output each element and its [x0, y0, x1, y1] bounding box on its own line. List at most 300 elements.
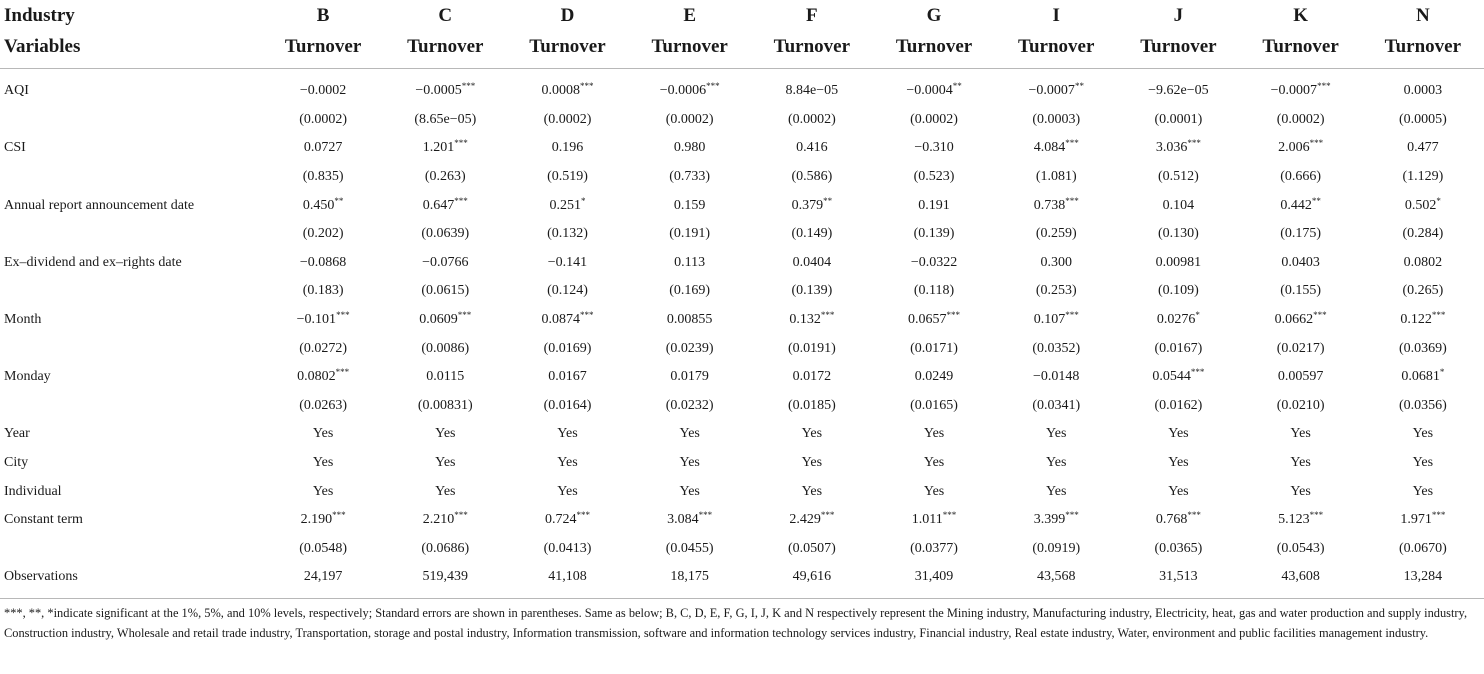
- table-cell: [751, 449, 873, 478]
- cell-value: (1.081): [1035, 169, 1077, 185]
- table-row: [0, 449, 1484, 478]
- table-cell: [995, 535, 1117, 564]
- table-cell: [384, 191, 506, 220]
- cell-value: Yes: [1168, 455, 1189, 471]
- industry-code: G: [926, 5, 942, 26]
- cell-value: 0.0544: [1152, 369, 1191, 385]
- cell-value: −0.0004: [906, 83, 953, 99]
- cell-value: Yes: [923, 426, 945, 442]
- table-cell: [1362, 506, 1484, 535]
- cell-value: (0.253): [1035, 283, 1077, 299]
- cell-value: 13,284: [1403, 569, 1443, 585]
- table-cell: [751, 563, 873, 598]
- table-cell: [1362, 334, 1484, 363]
- table-cell: [262, 106, 384, 135]
- header-row-industry: [0, 0, 1484, 31]
- significance-stars: ***: [1065, 510, 1079, 521]
- table-cell: [629, 277, 751, 306]
- industry-code: E: [683, 5, 697, 26]
- cell-value: 0.477: [1407, 140, 1439, 156]
- table-cell: [629, 563, 751, 598]
- table-cell: [1117, 134, 1239, 163]
- table-cell: [1117, 363, 1239, 392]
- significance-stars: ***: [820, 310, 835, 321]
- table-cell: [262, 249, 384, 278]
- table-cell: [1117, 220, 1239, 249]
- cell-value: Yes: [923, 455, 945, 471]
- cell-value: (0.733): [669, 169, 711, 185]
- cell-value: (0.0210): [1276, 397, 1325, 413]
- table-cell: [506, 249, 628, 278]
- cell-value: (0.0232): [665, 397, 714, 413]
- table-cell: [995, 363, 1117, 392]
- table-cell: [506, 535, 628, 564]
- cell-value: −9.62e−05: [1148, 83, 1209, 99]
- table-cell: [506, 420, 628, 449]
- table-cell: [629, 449, 751, 478]
- significance-stars: ***: [942, 510, 957, 521]
- cell-value: Yes: [679, 455, 700, 471]
- cell-value: 0.00981: [1155, 254, 1202, 270]
- significance-stars: ***: [579, 81, 594, 92]
- cell-value: (0.124): [547, 283, 588, 299]
- significance-stars: ***: [946, 310, 961, 321]
- table-cell: [1240, 220, 1362, 249]
- cell-value: −0.0148: [1033, 369, 1080, 385]
- table-cell: [1362, 249, 1484, 278]
- table-cell: [1240, 535, 1362, 564]
- cell-value: (0.0548): [299, 540, 348, 556]
- table-cell: [506, 477, 628, 506]
- table-cell: [262, 477, 384, 506]
- header-industry-label: Industry: [4, 5, 75, 26]
- table-cell: [1362, 363, 1484, 392]
- cell-value: (0.0455): [665, 540, 714, 556]
- table-cell: [1117, 392, 1239, 421]
- table-cell: [384, 134, 506, 163]
- table-cell: [1240, 277, 1362, 306]
- table-row: [0, 392, 1484, 421]
- cell-value: 0.442: [1280, 197, 1312, 213]
- table-cell: [873, 277, 995, 306]
- cell-value: (0.512): [1158, 169, 1199, 185]
- significance-stars: *: [1436, 195, 1441, 206]
- row-label: Monday: [4, 369, 51, 385]
- significance-stars: ***: [820, 510, 835, 521]
- cell-value: 0.113: [674, 254, 706, 270]
- cell-value: (0.0639): [421, 226, 470, 242]
- significance-stars: ***: [1187, 138, 1201, 149]
- table-cell: [751, 392, 873, 421]
- table-cell: [1117, 563, 1239, 598]
- table-cell: [873, 106, 995, 135]
- cell-value: Yes: [312, 426, 334, 442]
- industry-code: D: [560, 5, 575, 26]
- table-cell: [262, 191, 384, 220]
- significance-stars: ***: [454, 510, 468, 521]
- significance-stars: ***: [1431, 310, 1446, 321]
- cell-value: 0.0276: [1156, 312, 1196, 328]
- dependent-variable-label: Turnover: [629, 31, 751, 69]
- cell-value: (0.191): [669, 226, 711, 242]
- cell-value: (0.265): [1402, 283, 1444, 299]
- row-label: [0, 106, 262, 135]
- cell-value: −0.141: [547, 254, 588, 270]
- cell-value: (0.0341): [1032, 397, 1081, 413]
- table-body: [0, 69, 1484, 599]
- table-cell: [1117, 449, 1239, 478]
- row-label: City: [4, 455, 29, 471]
- cell-value: (0.0171): [910, 340, 958, 356]
- significance-stars: ***: [576, 510, 590, 521]
- table-cell: [1117, 477, 1239, 506]
- table-cell: [262, 449, 384, 478]
- table-cell: [629, 506, 751, 535]
- cell-value: −0.0007: [1270, 83, 1318, 99]
- cell-value: Yes: [1046, 455, 1067, 471]
- cell-value: 0.0802: [297, 369, 336, 385]
- dependent-variable-label: Turnover: [995, 31, 1117, 69]
- table-cell: [1240, 163, 1362, 192]
- cell-value: Yes: [1046, 483, 1067, 499]
- table-cell: [1362, 163, 1484, 192]
- cell-value: 0.0681: [1401, 369, 1440, 385]
- cell-value: 0.450: [302, 197, 335, 213]
- table-cell: [506, 134, 628, 163]
- table-cell: [751, 69, 873, 106]
- table-row: [0, 506, 1484, 535]
- cell-value: (0.169): [669, 283, 711, 299]
- cell-value: 0.0003: [1403, 83, 1443, 99]
- cell-value: 4.084: [1033, 140, 1066, 156]
- cell-value: (1.129): [1402, 169, 1444, 185]
- cell-value: 0.0008: [541, 83, 580, 99]
- cell-value: Yes: [312, 483, 334, 499]
- table-cell: [995, 563, 1117, 598]
- table-cell: [1362, 191, 1484, 220]
- table-row: [0, 306, 1484, 335]
- table-cell: [1117, 506, 1239, 535]
- cell-value: 0.738: [1033, 197, 1066, 213]
- table-row: [0, 134, 1484, 163]
- row-label: Observations: [0, 563, 262, 598]
- cell-value: 3.084: [667, 512, 699, 528]
- table-cell: [1117, 420, 1239, 449]
- table-cell: [262, 420, 384, 449]
- cell-value: Yes: [312, 455, 334, 471]
- cell-value: (0.0001): [1154, 111, 1203, 127]
- table-cell: [873, 563, 995, 598]
- significance-stars: ***: [1187, 510, 1201, 521]
- table-cell: [873, 191, 995, 220]
- table-cell: [995, 506, 1117, 535]
- table-cell: [262, 535, 384, 564]
- table-cell: [384, 506, 506, 535]
- table-cell: [629, 106, 751, 135]
- significance-stars: ***: [1309, 510, 1324, 521]
- row-label: Ex–dividend and ex–rights date: [4, 254, 182, 270]
- cell-value: (0.0507): [787, 540, 836, 556]
- table-cell: [1362, 392, 1484, 421]
- table-cell: [873, 363, 995, 392]
- table-cell: [873, 477, 995, 506]
- cell-value: (0.0352): [1032, 340, 1081, 356]
- cell-value: (0.0162): [1154, 397, 1203, 413]
- cell-value: 0.122: [1400, 312, 1432, 328]
- cell-value: 0.196: [551, 140, 584, 156]
- cell-value: (0.523): [913, 169, 955, 185]
- significance-stars: ***: [457, 310, 472, 321]
- table-cell: [1240, 477, 1362, 506]
- cell-value: (0.0002): [787, 111, 836, 127]
- significance-stars: ***: [1317, 81, 1331, 92]
- table-cell: [506, 506, 628, 535]
- table-cell: [1240, 191, 1362, 220]
- cell-value: 0.132: [789, 312, 821, 328]
- cell-value: (0.139): [791, 283, 833, 299]
- dependent-variable-label: Turnover: [1362, 31, 1484, 69]
- row-label: AQI: [4, 83, 29, 99]
- table-cell: [262, 334, 384, 363]
- cell-value: (0.0365): [1154, 540, 1203, 556]
- table-row: [0, 477, 1484, 506]
- industry-code: F: [806, 5, 818, 26]
- significance-stars: ***: [454, 195, 468, 206]
- cell-value: −0.0868: [299, 254, 347, 270]
- table-cell: [1362, 420, 1484, 449]
- table-cell: [384, 420, 506, 449]
- table-cell: [629, 334, 751, 363]
- cell-value: (0.835): [302, 169, 344, 185]
- cell-value: (0.0005): [1398, 111, 1447, 127]
- table-row: [0, 163, 1484, 192]
- table-cell: [1362, 477, 1484, 506]
- table-cell: [873, 69, 995, 106]
- table-cell: [1362, 106, 1484, 135]
- table-cell: [506, 106, 628, 135]
- cell-value: (0.0239): [665, 340, 714, 356]
- table-cell: [995, 306, 1117, 335]
- cell-value: 0.191: [918, 197, 950, 213]
- table-row: [0, 191, 1484, 220]
- table-cell: [1240, 106, 1362, 135]
- table-cell: [629, 220, 751, 249]
- cell-value: 0.0404: [792, 254, 832, 270]
- table-cell: [262, 563, 384, 598]
- table-cell: [506, 563, 628, 598]
- table-cell: [751, 477, 873, 506]
- cell-value: 0.980: [673, 140, 706, 156]
- table-cell: [262, 363, 384, 392]
- cell-value: 0.0179: [670, 369, 709, 385]
- row-label: [0, 334, 262, 363]
- cell-value: 49,616: [792, 569, 832, 585]
- cell-value: (0.139): [913, 226, 955, 242]
- table-row: [0, 277, 1484, 306]
- cell-value: 2.006: [1278, 140, 1310, 156]
- table-cell: [1240, 363, 1362, 392]
- table-cell: [506, 449, 628, 478]
- cell-value: 24,197: [303, 569, 343, 585]
- cell-value: 0.0727: [303, 140, 343, 156]
- cell-value: 0.00855: [666, 312, 713, 328]
- table-cell: [262, 392, 384, 421]
- table-cell: [384, 69, 506, 106]
- cell-value: Yes: [1290, 426, 1311, 442]
- significance-stars: ***: [1313, 310, 1327, 321]
- table-cell: [751, 306, 873, 335]
- industry-code: I: [1052, 5, 1060, 26]
- cell-value: 0.0403: [1281, 254, 1320, 270]
- table-cell: [995, 134, 1117, 163]
- table-cell: [751, 249, 873, 278]
- cell-value: 0.0802: [1403, 254, 1443, 270]
- table-cell: [1240, 506, 1362, 535]
- table-cell: [1117, 69, 1239, 106]
- table-cell: [629, 477, 751, 506]
- table-cell: [995, 191, 1117, 220]
- cell-value: (0.519): [547, 169, 588, 185]
- table-cell: [751, 106, 873, 135]
- cell-value: 2.190: [300, 512, 333, 528]
- cell-value: Yes: [1046, 426, 1067, 442]
- table-cell: [751, 506, 873, 535]
- table-cell: [751, 134, 873, 163]
- table-cell: [873, 535, 995, 564]
- table-cell: [1240, 563, 1362, 598]
- table-cell: [751, 363, 873, 392]
- cell-value: 2.210: [422, 512, 455, 528]
- cell-value: Yes: [1412, 426, 1434, 442]
- row-label: Individual: [4, 483, 62, 499]
- cell-value: Yes: [557, 455, 578, 471]
- cell-value: (0.0185): [787, 397, 836, 413]
- table-cell: [262, 277, 384, 306]
- cell-value: (0.175): [1280, 226, 1322, 242]
- cell-value: −0.101: [296, 312, 337, 328]
- table-cell: [262, 134, 384, 163]
- cell-value: 0.0657: [908, 312, 947, 328]
- cell-value: 0.0874: [541, 312, 580, 328]
- significance-stars: ***: [706, 81, 720, 92]
- significance-stars: *: [1195, 310, 1200, 321]
- table-cell: [873, 306, 995, 335]
- table-cell: [629, 134, 751, 163]
- table-cell: [384, 163, 506, 192]
- cell-value: 0.159: [673, 197, 706, 213]
- cell-value: (0.0686): [421, 540, 470, 556]
- row-label: [0, 163, 262, 192]
- cell-value: 0.647: [422, 197, 455, 213]
- significance-stars: **: [823, 195, 833, 206]
- cell-value: −0.0006: [659, 83, 707, 99]
- cell-value: (0.0086): [421, 340, 470, 356]
- cell-value: 0.768: [1155, 512, 1188, 528]
- significance-stars: ***: [1431, 510, 1446, 521]
- significance-stars: **: [1074, 81, 1084, 92]
- cell-value: (0.0919): [1032, 540, 1081, 556]
- table-cell: [506, 277, 628, 306]
- table-row: [0, 220, 1484, 249]
- table-cell: [384, 392, 506, 421]
- table-cell: [873, 420, 995, 449]
- cell-value: 0.300: [1040, 254, 1072, 270]
- cell-value: Yes: [679, 483, 700, 499]
- cell-value: (0.0165): [910, 397, 958, 413]
- table-cell: [262, 306, 384, 335]
- significance-stars: **: [952, 81, 962, 92]
- table-cell: [1117, 191, 1239, 220]
- table-cell: [506, 334, 628, 363]
- cell-value: 0.0609: [419, 312, 458, 328]
- table-cell: [1362, 449, 1484, 478]
- table-row: [0, 563, 1484, 598]
- cell-value: 0.0167: [548, 369, 587, 385]
- table-cell: [262, 506, 384, 535]
- table-row: [0, 106, 1484, 135]
- cell-value: 18,175: [670, 569, 709, 585]
- table-cell: [995, 249, 1117, 278]
- industry-code: K: [1293, 5, 1308, 26]
- cell-value: 519,439: [422, 569, 469, 585]
- table-cell: [1117, 249, 1239, 278]
- cell-value: 31,513: [1159, 569, 1198, 585]
- table-cell: [1240, 449, 1362, 478]
- table-cell: [995, 277, 1117, 306]
- cell-value: Yes: [1168, 426, 1189, 442]
- significance-stars: ***: [1065, 138, 1079, 149]
- row-label: CSI: [4, 140, 26, 156]
- table-cell: [384, 535, 506, 564]
- cell-value: 43,608: [1281, 569, 1320, 585]
- table-row: [0, 249, 1484, 278]
- cell-value: 41,108: [548, 569, 587, 585]
- table-cell: [384, 249, 506, 278]
- table-cell: [1362, 220, 1484, 249]
- table-cell: [873, 392, 995, 421]
- significance-stars: ***: [698, 510, 713, 521]
- table-cell: [506, 163, 628, 192]
- cell-value: (0.0002): [665, 111, 714, 127]
- cell-value: (8.65e−05): [414, 111, 477, 127]
- cell-value: (0.0413): [543, 540, 592, 556]
- significance-stars: ***: [579, 310, 594, 321]
- cell-value: Yes: [801, 455, 823, 471]
- table-row: [0, 420, 1484, 449]
- significance-stars: ***: [332, 510, 346, 521]
- cell-value: 1.201: [422, 140, 455, 156]
- cell-value: Yes: [557, 483, 578, 499]
- cell-value: Yes: [1290, 483, 1311, 499]
- significance-stars: ***: [336, 310, 350, 321]
- cell-value: 0.0172: [792, 369, 832, 385]
- table-cell: [751, 535, 873, 564]
- cell-value: (0.263): [424, 169, 466, 185]
- cell-value: (0.0272): [299, 340, 348, 356]
- table-cell: [1117, 277, 1239, 306]
- table-cell: [384, 477, 506, 506]
- cell-value: (0.00831): [417, 397, 473, 413]
- header-variables-label: Variables: [0, 31, 262, 69]
- table-cell: [995, 334, 1117, 363]
- cell-value: 0.379: [791, 197, 824, 213]
- cell-value: (0.0169): [543, 340, 592, 356]
- table-cell: [629, 420, 751, 449]
- table-row: [0, 69, 1484, 106]
- cell-value: 1.011: [911, 512, 943, 528]
- cell-value: Yes: [801, 426, 823, 442]
- significance-stars: ***: [1190, 367, 1205, 378]
